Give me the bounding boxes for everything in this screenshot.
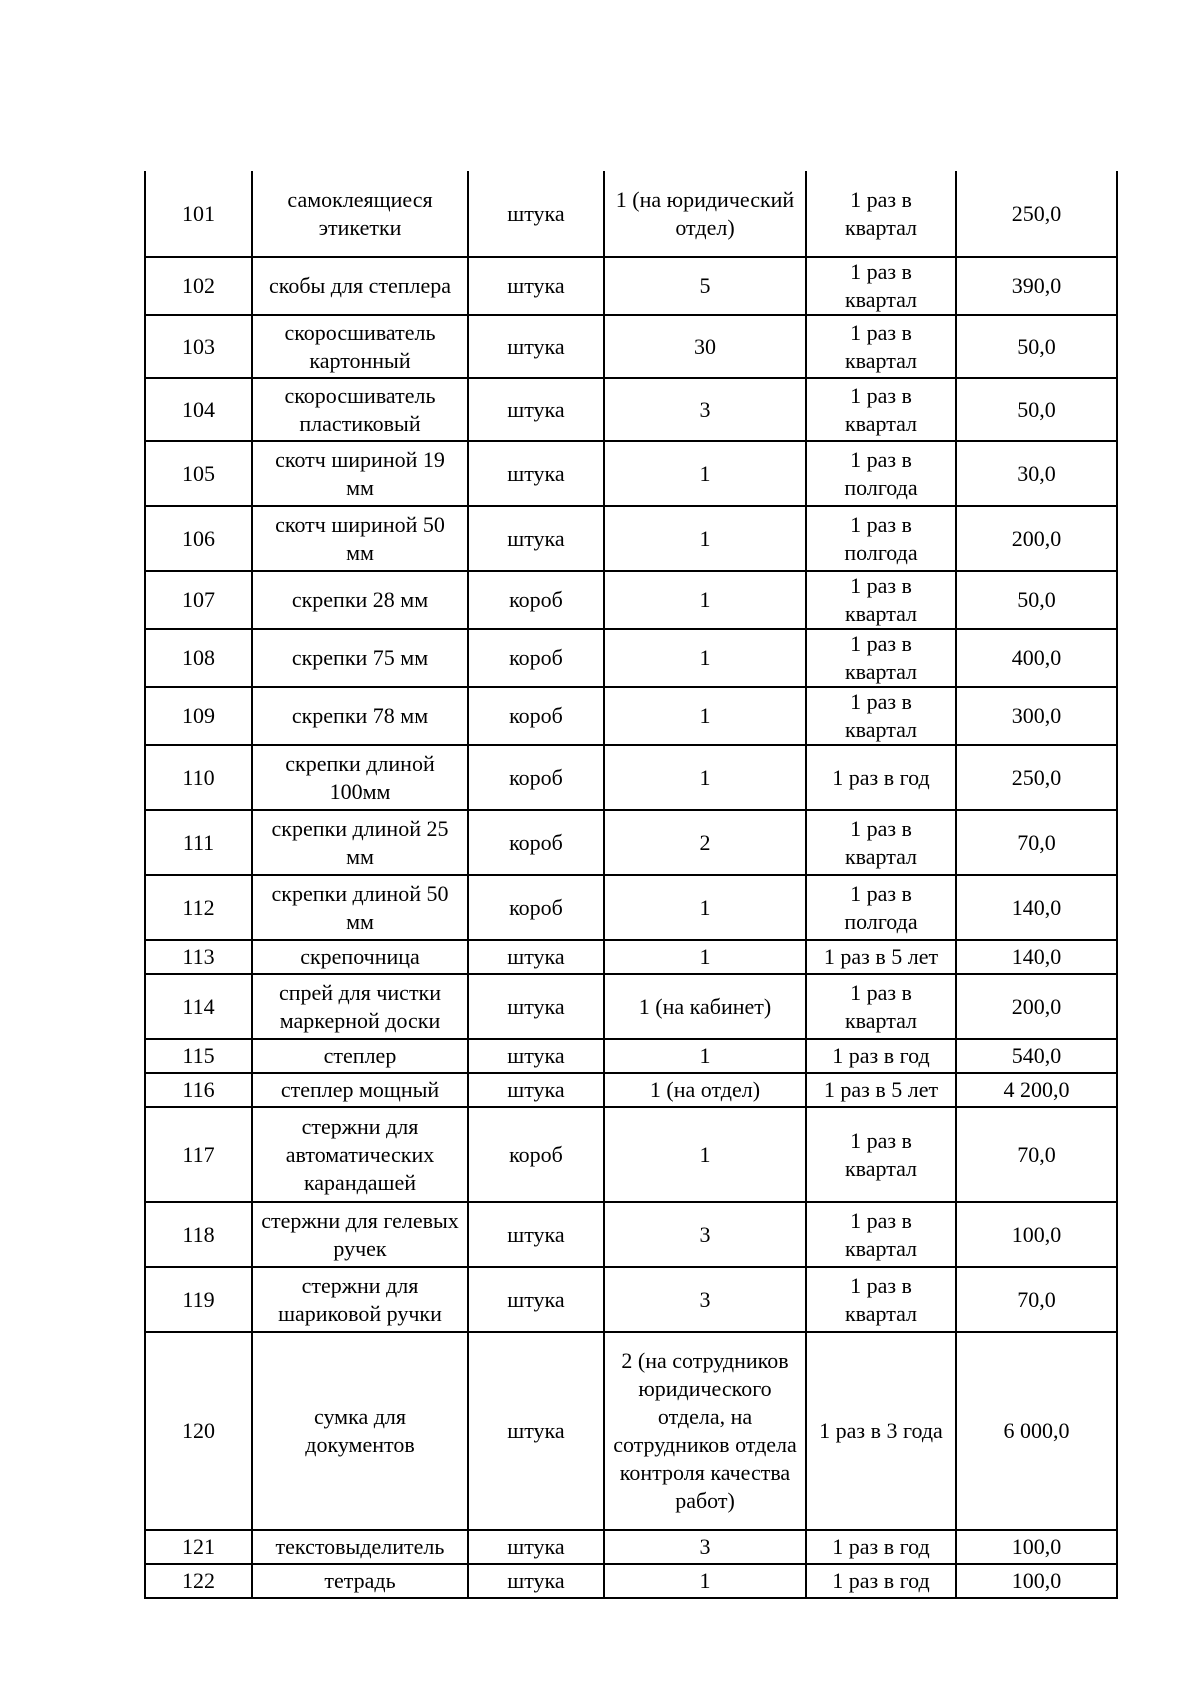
cell-item-name: степлер мощный: [252, 1073, 468, 1107]
table-row: [145, 1073, 1117, 1107]
cell-unit: короб: [468, 810, 604, 875]
cell-price: 200,0: [956, 974, 1117, 1039]
cell-item-name: самоклеящиеся этикетки: [252, 171, 468, 257]
cell-number: 110: [145, 745, 252, 810]
cell-price: 4 200,0: [956, 1073, 1117, 1107]
table-row: [145, 378, 1117, 441]
cell-unit: штука: [468, 1267, 604, 1332]
cell-quantity: 1: [604, 506, 806, 571]
cell-frequency: 1 раз в квартал: [806, 315, 956, 378]
cell-number: 105: [145, 441, 252, 506]
cell-price: 250,0: [956, 745, 1117, 810]
cell-quantity: 5: [604, 257, 806, 315]
cell-unit: короб: [468, 875, 604, 940]
cell-quantity: 1: [604, 1039, 806, 1073]
cell-item-name: текстовыделитель: [252, 1530, 468, 1564]
cell-unit: штука: [468, 506, 604, 571]
cell-frequency: 1 раз в год: [806, 1039, 956, 1073]
table-row: [145, 810, 1117, 875]
cell-frequency: 1 раз в полгода: [806, 506, 956, 571]
cell-quantity: 30: [604, 315, 806, 378]
cell-item-name: скоросшиватель пластиковый: [252, 378, 468, 441]
cell-frequency: 1 раз в полгода: [806, 875, 956, 940]
cell-quantity: 1 (на юридический отдел): [604, 171, 806, 257]
cell-number: 120: [145, 1332, 252, 1530]
cell-quantity: 3: [604, 1202, 806, 1267]
cell-frequency: 1 раз в квартал: [806, 257, 956, 315]
cell-item-name: степлер: [252, 1039, 468, 1073]
cell-number: 109: [145, 687, 252, 745]
table-row: [145, 1267, 1117, 1332]
cell-quantity: 1: [604, 629, 806, 687]
cell-frequency: 1 раз в полгода: [806, 441, 956, 506]
cell-price: 100,0: [956, 1202, 1117, 1267]
cell-price: 300,0: [956, 687, 1117, 745]
cell-frequency: 1 раз в квартал: [806, 171, 956, 257]
cell-unit: штука: [468, 1564, 604, 1598]
cell-unit: штука: [468, 378, 604, 441]
table-body: [145, 171, 1117, 1598]
cell-item-name: спрей для чистки маркерной доски: [252, 974, 468, 1039]
table-row: [145, 1564, 1117, 1598]
cell-price: 6 000,0: [956, 1332, 1117, 1530]
table-row: [145, 315, 1117, 378]
cell-number: 118: [145, 1202, 252, 1267]
cell-price: 70,0: [956, 1267, 1117, 1332]
cell-frequency: 1 раз в квартал: [806, 687, 956, 745]
cell-frequency: 1 раз в квартал: [806, 378, 956, 441]
table-row: [145, 441, 1117, 506]
table-row: [145, 1332, 1117, 1530]
cell-price: 400,0: [956, 629, 1117, 687]
cell-unit: штука: [468, 315, 604, 378]
cell-unit: штука: [468, 940, 604, 974]
cell-item-name: скотч шириной 19 мм: [252, 441, 468, 506]
cell-item-name: скрепки длиной 100мм: [252, 745, 468, 810]
cell-price: 70,0: [956, 810, 1117, 875]
cell-price: 390,0: [956, 257, 1117, 315]
cell-frequency: 1 раз в год: [806, 1530, 956, 1564]
table-row: [145, 1039, 1117, 1073]
table-row: [145, 687, 1117, 745]
cell-number: 102: [145, 257, 252, 315]
cell-quantity: 1 (на отдел): [604, 1073, 806, 1107]
cell-frequency: 1 раз в квартал: [806, 810, 956, 875]
cell-quantity: 1: [604, 1564, 806, 1598]
cell-unit: штука: [468, 1332, 604, 1530]
cell-quantity: 2: [604, 810, 806, 875]
table-row: [145, 745, 1117, 810]
cell-frequency: 1 раз в квартал: [806, 1202, 956, 1267]
cell-item-name: скоросшиватель картонный: [252, 315, 468, 378]
table-row: [145, 1202, 1117, 1267]
cell-frequency: 1 раз в 5 лет: [806, 1073, 956, 1107]
table-row: [145, 875, 1117, 940]
cell-price: 70,0: [956, 1107, 1117, 1202]
table-row: [145, 974, 1117, 1039]
cell-unit: штука: [468, 171, 604, 257]
cell-frequency: 1 раз в квартал: [806, 1107, 956, 1202]
cell-number: 101: [145, 171, 252, 257]
cell-number: 113: [145, 940, 252, 974]
cell-item-name: стержни для гелевых ручек: [252, 1202, 468, 1267]
cell-price: 540,0: [956, 1039, 1117, 1073]
cell-number: 121: [145, 1530, 252, 1564]
cell-item-name: стержни для шариковой ручки: [252, 1267, 468, 1332]
cell-quantity: 1 (на кабинет): [604, 974, 806, 1039]
cell-number: 104: [145, 378, 252, 441]
cell-unit: штука: [468, 1039, 604, 1073]
cell-unit: штука: [468, 441, 604, 506]
cell-item-name: скрепки длиной 25 мм: [252, 810, 468, 875]
cell-number: 112: [145, 875, 252, 940]
cell-unit: штука: [468, 974, 604, 1039]
cell-number: 108: [145, 629, 252, 687]
table-row: [145, 171, 1117, 257]
cell-frequency: 1 раз в 3 года: [806, 1332, 956, 1530]
table-row: [145, 257, 1117, 315]
cell-unit: короб: [468, 745, 604, 810]
cell-quantity: 2 (на сотрудников юридического отдела, на сотрудников отдела контроля качества работ): [604, 1332, 806, 1530]
cell-quantity: 1: [604, 940, 806, 974]
cell-frequency: 1 раз в квартал: [806, 974, 956, 1039]
table-row: [145, 506, 1117, 571]
cell-item-name: стержни для автоматических карандашей: [252, 1107, 468, 1202]
cell-quantity: 1: [604, 571, 806, 629]
cell-unit: штука: [468, 1202, 604, 1267]
cell-number: 106: [145, 506, 252, 571]
cell-item-name: тетрадь: [252, 1564, 468, 1598]
cell-item-name: скрепки длиной 50 мм: [252, 875, 468, 940]
cell-price: 50,0: [956, 315, 1117, 378]
cell-item-name: скрепочница: [252, 940, 468, 974]
cell-price: 50,0: [956, 571, 1117, 629]
cell-price: 50,0: [956, 378, 1117, 441]
cell-price: 100,0: [956, 1564, 1117, 1598]
cell-number: 107: [145, 571, 252, 629]
cell-number: 117: [145, 1107, 252, 1202]
cell-number: 114: [145, 974, 252, 1039]
cell-number: 116: [145, 1073, 252, 1107]
cell-unit: штука: [468, 1530, 604, 1564]
cell-price: 30,0: [956, 441, 1117, 506]
cell-unit: короб: [468, 629, 604, 687]
cell-unit: короб: [468, 571, 604, 629]
cell-number: 119: [145, 1267, 252, 1332]
cell-price: 100,0: [956, 1530, 1117, 1564]
cell-quantity: 3: [604, 378, 806, 441]
table-row: [145, 940, 1117, 974]
cell-frequency: 1 раз в квартал: [806, 571, 956, 629]
cell-price: 140,0: [956, 875, 1117, 940]
cell-quantity: 1: [604, 875, 806, 940]
cell-price: 200,0: [956, 506, 1117, 571]
cell-price: 140,0: [956, 940, 1117, 974]
cell-quantity: 3: [604, 1530, 806, 1564]
cell-item-name: скрепки 75 мм: [252, 629, 468, 687]
table-row: [145, 1530, 1117, 1564]
cell-number: 103: [145, 315, 252, 378]
cell-frequency: 1 раз в год: [806, 1564, 956, 1598]
table-row: [145, 571, 1117, 629]
cell-quantity: 3: [604, 1267, 806, 1332]
cell-quantity: 1: [604, 1107, 806, 1202]
supplies-table: [144, 171, 1118, 1599]
cell-item-name: сумка для документов: [252, 1332, 468, 1530]
cell-frequency: 1 раз в квартал: [806, 629, 956, 687]
table-row: [145, 629, 1117, 687]
cell-quantity: 1: [604, 441, 806, 506]
cell-item-name: скрепки 28 мм: [252, 571, 468, 629]
cell-number: 115: [145, 1039, 252, 1073]
cell-unit: штука: [468, 257, 604, 315]
cell-unit: короб: [468, 687, 604, 745]
cell-unit: короб: [468, 1107, 604, 1202]
cell-item-name: скрепки 78 мм: [252, 687, 468, 745]
cell-frequency: 1 раз в год: [806, 745, 956, 810]
cell-frequency: 1 раз в квартал: [806, 1267, 956, 1332]
cell-item-name: скобы для степлера: [252, 257, 468, 315]
cell-quantity: 1: [604, 745, 806, 810]
table-row: [145, 1107, 1117, 1202]
cell-quantity: 1: [604, 687, 806, 745]
cell-number: 111: [145, 810, 252, 875]
cell-frequency: 1 раз в 5 лет: [806, 940, 956, 974]
cell-price: 250,0: [956, 171, 1117, 257]
cell-number: 122: [145, 1564, 252, 1598]
cell-item-name: скотч шириной 50 мм: [252, 506, 468, 571]
cell-unit: штука: [468, 1073, 604, 1107]
